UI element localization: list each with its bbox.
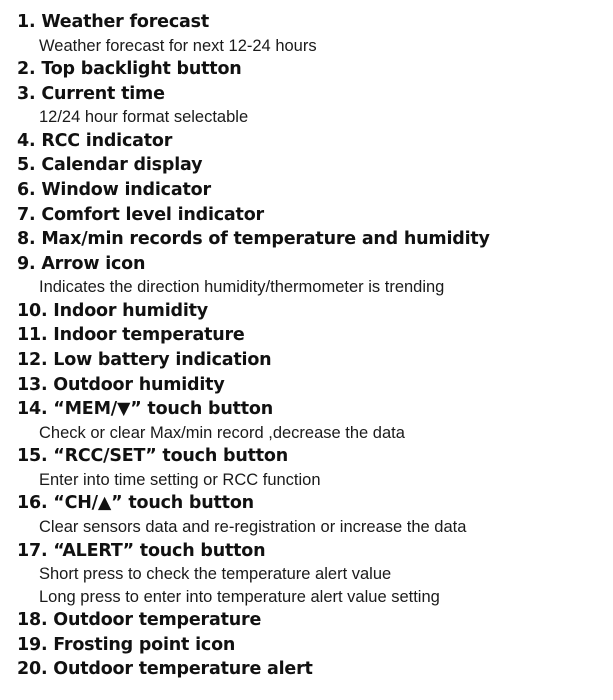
item-heading: 20. Outdoor temperature alert xyxy=(17,659,313,680)
item-heading: 3. Current time xyxy=(17,83,165,104)
list-item xyxy=(17,373,607,398)
item-heading: 13. Outdoor humidity xyxy=(17,374,225,395)
list-item xyxy=(17,657,607,682)
list-item xyxy=(17,323,607,348)
list-item xyxy=(17,57,607,82)
item-heading: 2. Top backlight button xyxy=(17,59,242,80)
list-item xyxy=(17,348,607,373)
list-item xyxy=(17,397,607,444)
list-item xyxy=(17,539,607,609)
item-description: Clear sensors data and re-registration or increase the data xyxy=(39,518,467,536)
list-item xyxy=(17,10,607,57)
item-heading: 6. Window indicator xyxy=(17,179,211,200)
list-item xyxy=(17,178,607,203)
item-heading: 12. Low battery indication xyxy=(17,350,272,371)
list-item xyxy=(17,129,607,154)
feature-list xyxy=(17,10,607,682)
item-heading: 11. Indoor temperature xyxy=(17,325,245,346)
item-heading: 17. “ALERT” touch button xyxy=(17,540,266,561)
item-heading: 8. Max/min records of temperature and humidity xyxy=(17,229,490,250)
list-item xyxy=(17,633,607,658)
item-heading: 1. Weather forecast xyxy=(17,12,209,32)
item-description: Short press to check the temperature alert value xyxy=(39,565,392,584)
item-heading: 16. “CH/▲” touch button xyxy=(17,493,254,514)
item-description: Check or clear Max/min record ,decrease the data xyxy=(39,423,405,442)
list-item xyxy=(17,299,607,324)
list-item xyxy=(17,227,607,252)
item-heading: 4. RCC indicator xyxy=(17,130,173,151)
item-description: Long press to enter into temperature alert value setting xyxy=(39,587,440,606)
list-item xyxy=(17,252,607,299)
item-heading: 9. Arrow icon xyxy=(17,253,146,274)
list-item xyxy=(17,491,607,538)
item-heading: 14. “MEM/▼” touch button xyxy=(17,399,273,420)
item-description: Weather forecast for next 12-24 hours xyxy=(39,36,317,55)
list-item xyxy=(17,444,607,491)
item-heading: 10. Indoor humidity xyxy=(17,300,209,321)
item-description: Indicates the direction humidity/thermometer is trending xyxy=(39,278,445,297)
item-description: Enter into time setting or RCC function xyxy=(39,470,321,489)
list-item xyxy=(17,203,607,228)
list-item xyxy=(17,608,607,633)
item-heading: 15. “RCC/SET” touch button xyxy=(17,446,289,467)
item-heading: 7. Comfort level indicator xyxy=(17,204,264,225)
item-heading: 18. Outdoor temperature xyxy=(17,610,262,631)
item-description: 12/24 hour format selectable xyxy=(39,108,249,127)
item-heading: 5. Calendar display xyxy=(17,155,203,176)
item-heading: 19. Frosting point icon xyxy=(17,634,236,655)
list-item xyxy=(17,153,607,178)
list-item xyxy=(17,82,607,129)
